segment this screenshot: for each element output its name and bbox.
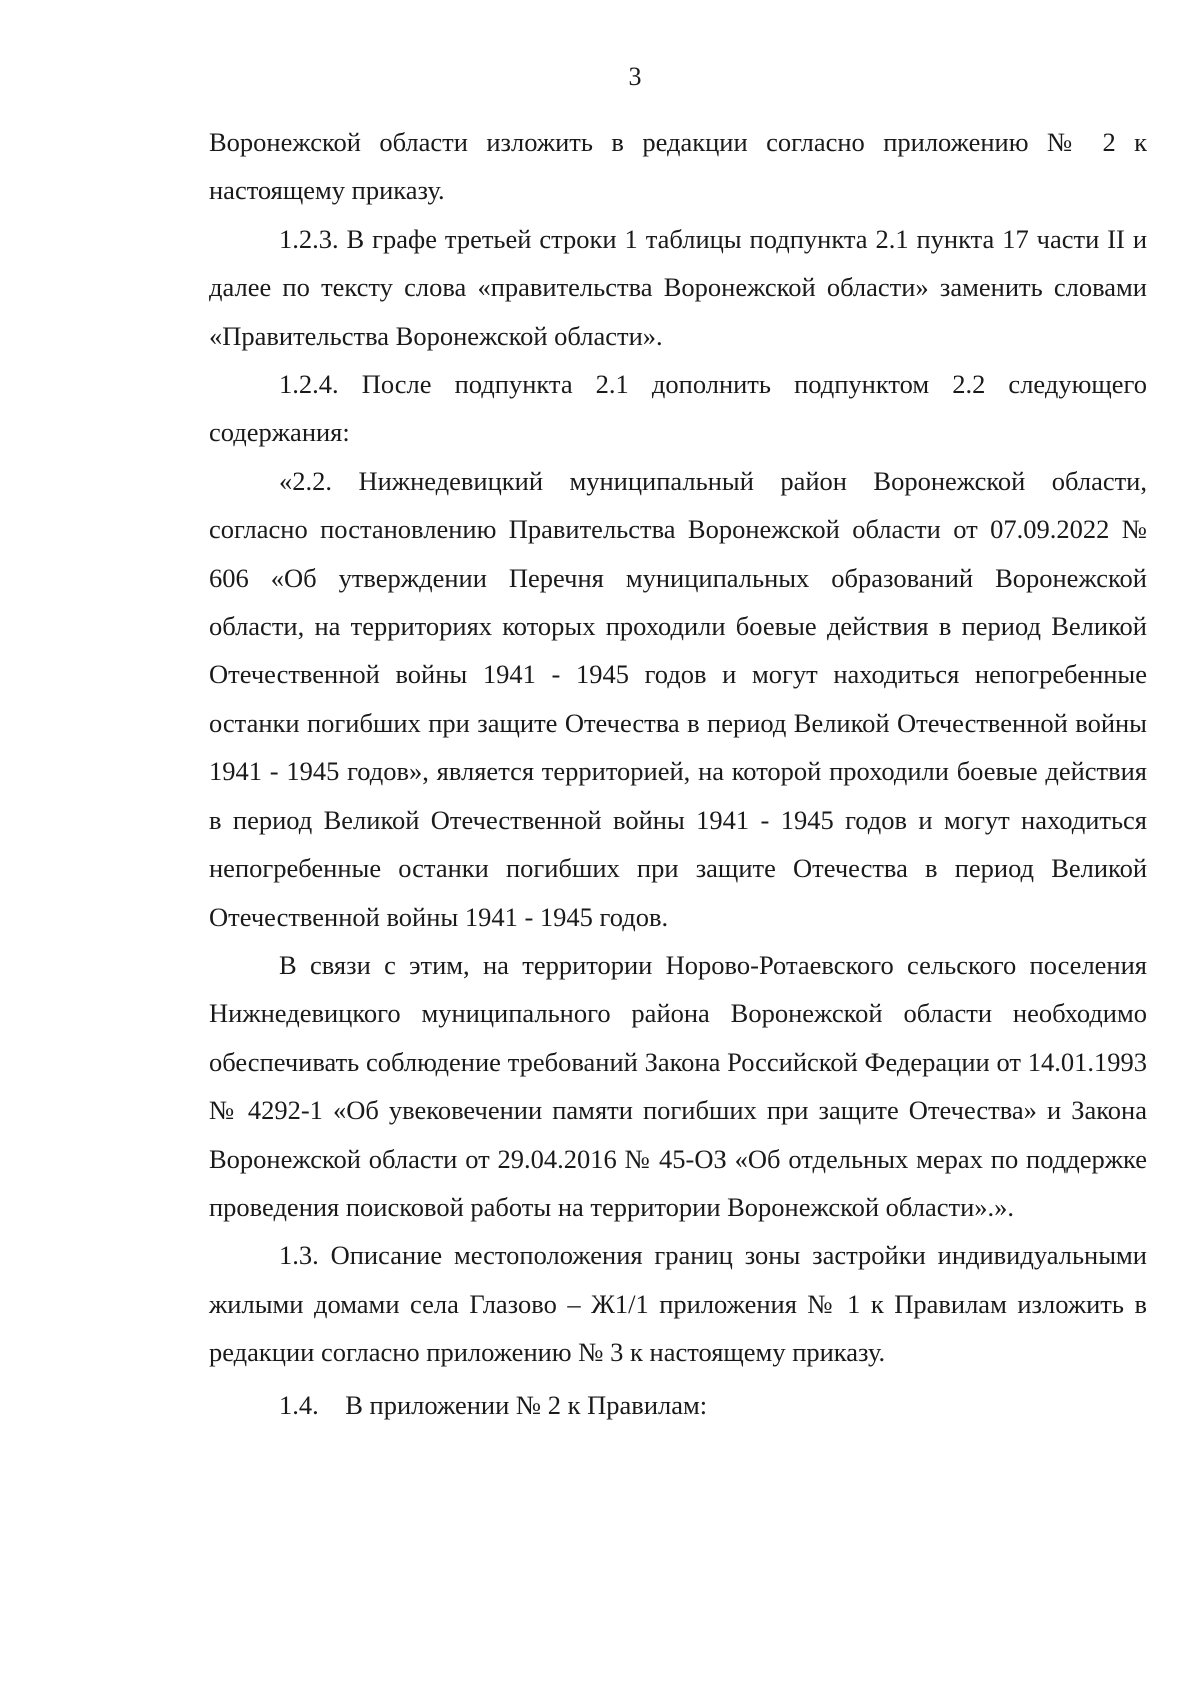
paragraph-1-2-4: 1.2.4. После подпункта 2.1 дополнить подпунктом 2.2 следующего содержания: xyxy=(209,369,1147,448)
paragraph-1-2-3: 1.2.3. В графе третьей строки 1 таблицы подпункта 2.1 пункта 17 части II и далее по тексту слова «правительства Воронежской области» заменить словами «Правительства Воронежской области». xyxy=(209,223,1147,351)
document-body xyxy=(209,118,1147,1429)
paragraph-continuation: Воронежской области изложить в редакции согласно приложению № 2 к настоящему приказу. xyxy=(209,127,1147,206)
page-number: 3 xyxy=(628,62,642,91)
paragraph-1-3: 1.3. Описание местоположения границ зоны застройки индивидуальными жилыми домами села Глазово – Ж1/1 приложения № 1 к Правилам изложить в редакции согласно приложению № 3 к настоящему приказу. xyxy=(209,1240,1147,1368)
paragraph-1-4: 1.4. В приложении № 2 к Правилам: xyxy=(279,1389,708,1420)
paragraph-norovo-rotaevskoe: В связи с этим, на территории Норово-Ротаевского сельского поселения Нижнедевицкого муниципального района Воронежской области необходимо обеспечивать соблюдение требований Закона Российской Федерации от 14.01.1993 № 4292-1 «Об увековечении памяти погибших при защите Отечества» и Закона Воронежской области от 29.04.2016 № 45-ОЗ «Об отдельных мерах по поддержке проведения поисковой работы на территории Воронежской области».». xyxy=(209,949,1147,1222)
paragraph-2-2-quote: «2.2. Нижнедевицкий муниципальный район Воронежской области, согласно постановлению Правительства Воронежской области от 07.09.2022 № 606 «Об утверждении Перечня муниципальных образований Воронежской области, на территориях которых проходили боевые действия в период Великой Отечественной войны 1941 - 1945 годов и могут находиться непогребенные останки погибших при защите Отечества в период Великой Отечественной войны 1941 - 1945 годов», является территорией, на которой проходили боевые действия в период Великой Отечественной войны 1941 - 1945 годов и могут находиться непогребенные останки погибших при защите Отечества в период Великой Отечественной войны 1941 - 1945 годов. xyxy=(209,465,1147,932)
